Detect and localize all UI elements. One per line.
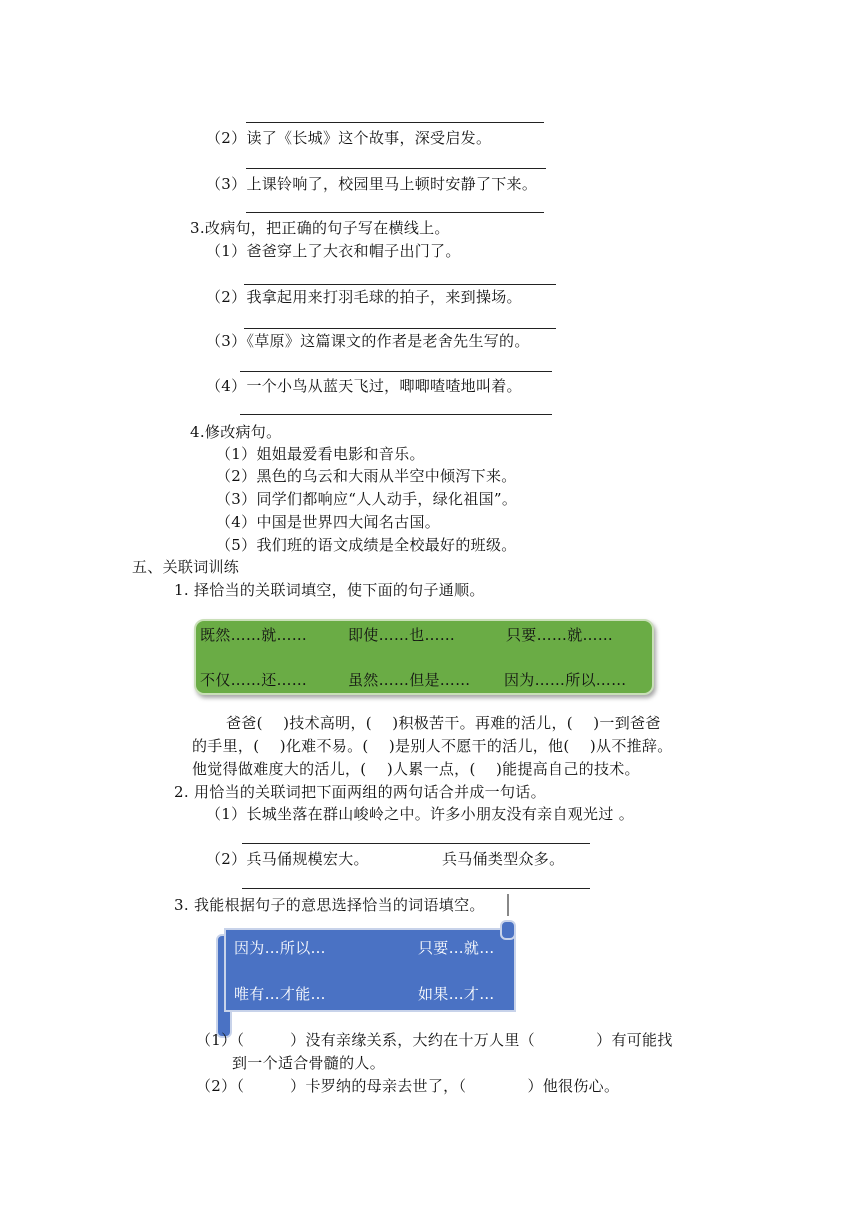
word-option: 只要…就… [418, 939, 495, 957]
conjunction-option: 因为……所以…… [504, 671, 627, 689]
sentence-3-3: （3）《草原》这篇课文的作者是老舍先生写的。 [206, 332, 530, 350]
sentence-4-1: （1）姐姐最爱看电影和音乐。 [216, 445, 425, 463]
word-option: 如果…才… [418, 985, 495, 1003]
conjunction-options-box [194, 619, 654, 695]
section-3-title: 3.改病句，把正确的句子写在横线上。 [190, 219, 450, 237]
word-option: 因为…所以… [234, 939, 326, 957]
sentence-5-3-1a: （1）（ ）没有亲缘关系，大约在十万人里（ ）有可能找 [196, 1031, 673, 1049]
part-5-heading: 五、关联词训练 [132, 558, 240, 576]
answer-line[interactable] [244, 328, 556, 329]
conjunction-option: 只要……就…… [506, 626, 614, 644]
sentence-5-2-2a: （2）兵马俑规模宏大。 [206, 850, 369, 868]
sentence-5-2-2b: 兵马俑类型众多。 [442, 850, 565, 868]
sentence-2-2: （2）读了《长城》这个故事，深受启发。 [206, 129, 492, 147]
conjunction-option: 既然……就…… [200, 626, 308, 644]
answer-line[interactable] [242, 843, 590, 844]
conjunction-option: 不仅……还…… [200, 671, 308, 689]
word-option: 唯有…才能… [234, 985, 326, 1003]
sentence-5-2-1: （1）长城坐落在群山峻岭之中。许多小朋友没有亲自观光过 。 [206, 805, 635, 823]
sentence-3-4: （4）一个小鸟从蓝天飞过，唧唧喳喳地叫着。 [206, 377, 522, 395]
conjunction-option: 即使……也…… [348, 626, 456, 644]
paragraph-line: 的手里，( )化难不易。( )是别人不愿干的活儿，他( )从不推辞。 [192, 737, 673, 755]
sentence-5-3-2: （2）（ ）卡罗纳的母亲去世了，（ ）他很伤心。 [196, 1077, 620, 1095]
sentence-4-2: （2）黑色的乌云和大雨从半空中倾泻下来。 [216, 467, 517, 485]
sentence-3-1: （1）爸爸穿上了大衣和帽子出门了。 [206, 242, 461, 260]
section-4-title: 4.修改病句。 [190, 423, 282, 441]
answer-line[interactable] [246, 122, 544, 123]
sentence-5-3-1b: 到一个适合骨髓的人。 [232, 1054, 386, 1072]
answer-line[interactable] [240, 371, 552, 372]
answer-line[interactable] [246, 212, 544, 213]
answer-line[interactable] [244, 284, 556, 285]
sentence-4-3: （3）同学们都响应“人人动手，绿化祖国”。 [216, 490, 518, 508]
sentence-3-2: （2）我拿起用来打羽毛球的拍子，来到操场。 [206, 288, 522, 306]
answer-line[interactable] [246, 168, 546, 169]
text-cursor [507, 894, 509, 916]
part-5-q3-title: 3. 我能根据句子的意思选择恰当的词语填空。 [174, 896, 485, 914]
word-options-box [224, 928, 516, 1012]
scroll-curl [500, 920, 516, 940]
sentence-2-3: （3）上课铃响了，校园里马上顿时安静了下来。 [206, 175, 538, 193]
paragraph-line: 爸爸( )技术高明，( )积极苦干。再难的活儿，( )一到爸爸 [226, 714, 661, 732]
answer-line[interactable] [242, 888, 590, 889]
conjunction-option: 虽然……但是…… [348, 671, 471, 689]
answer-line[interactable] [240, 414, 552, 415]
sentence-4-5: （5）我们班的语文成绩是全校最好的班级。 [216, 536, 517, 554]
paragraph-line: 他觉得做难度大的活儿，( )人累一点，( )能提高自己的技术。 [192, 760, 640, 778]
part-5-q1-title: 1. 择恰当的关联词填空，使下面的句子通顺。 [174, 581, 485, 599]
part-5-q2-title: 2. 用恰当的关联词把下面两组的两句话合并成一句话。 [174, 783, 546, 801]
sentence-4-4: （4）中国是世界四大闻名古国。 [216, 513, 441, 531]
